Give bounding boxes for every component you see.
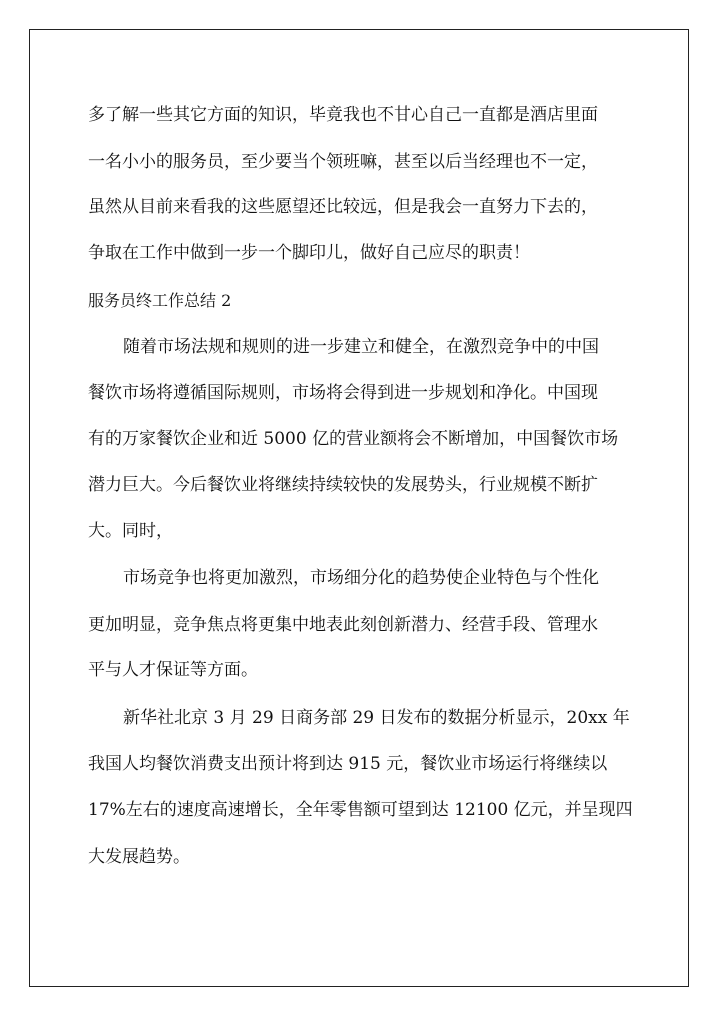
text-line: 平与人才保证等方面。: [88, 660, 258, 680]
text-line: 争取在工作中做到一步一个脚印儿，做好自己应尽的职责！: [88, 243, 530, 263]
text-line: 一名小小的服务员，至少要当个领班嘛，甚至以后当经理也不一定，: [88, 152, 598, 172]
text-line: 17%左右的速度高速增长，全年零售额可望到达 12100 亿元，并呈现四: [88, 800, 633, 820]
text-line: 大。同时，: [88, 521, 173, 541]
text-line: 虽然从目前来看我的这些愿望还比较远，但是我会一直努力下去的，: [88, 197, 598, 217]
page-frame: [29, 29, 689, 987]
text-line: 我国人均餐饮消费支出预计将到达 915 元，餐饮业市场运行将继续以: [88, 754, 608, 774]
text-line: 餐饮市场将遵循国际规则，市场将会得到进一步规划和净化。中国现: [88, 383, 598, 403]
text-line: 市场竞争也将更加激烈，市场细分化的趋势使企业特色与个性化: [123, 568, 599, 588]
text-line: 多了解一些其它方面的知识，毕竟我也不甘心自己一直都是酒店里面: [88, 105, 598, 125]
text-line: 大发展趋势。: [88, 847, 190, 867]
text-line: 更加明显，竞争焦点将更集中地表此刻创新潜力、经营手段、管理水: [88, 615, 598, 635]
text-line: 潜力巨大。今后餐饮业将继续持续较快的发展势头，行业规模不断扩: [88, 475, 598, 495]
text-line: 新华社北京 3 月 29 日商务部 29 日发布的数据分析显示，20xx 年: [123, 708, 630, 728]
text-line: 有的万家餐饮企业和近 5000 亿的营业额将会不断增加，中国餐饮市场: [88, 429, 619, 449]
section-title: 服务员终工作总结 2: [88, 291, 232, 310]
text-line: 随着市场法规和规则的进一步建立和健全，在激烈竞争中的中国: [123, 337, 599, 357]
